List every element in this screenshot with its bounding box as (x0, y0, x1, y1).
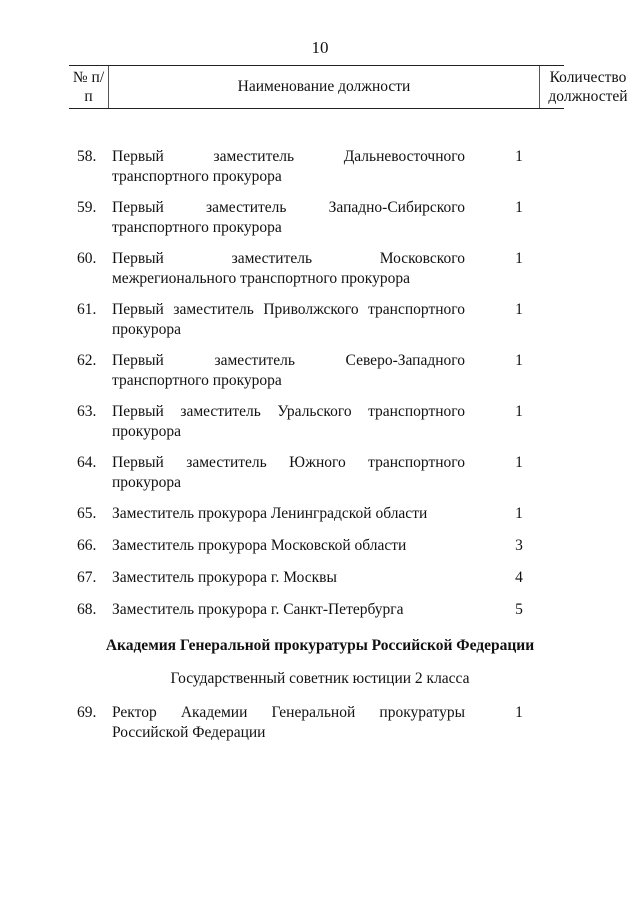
row-position-name: Заместитель прокурора г. Москвы (112, 569, 337, 586)
row-count: 1 (515, 505, 523, 522)
row-count: 1 (515, 454, 523, 471)
row-count: 1 (515, 199, 523, 216)
table-row (69, 703, 564, 754)
row-position-name: Заместитель прокурора г. Санкт-Петербурга (112, 601, 404, 618)
row-number: 64. (77, 454, 97, 471)
header-number: № п/п (72, 69, 105, 105)
positions-list (69, 147, 564, 632)
header-position-name: Наименование должности (108, 66, 540, 108)
row-position-name: Первый заместитель Приволжского транспортного прокурора (112, 301, 465, 338)
table-row (69, 504, 564, 536)
table-row (69, 147, 564, 198)
row-count: 4 (515, 569, 523, 586)
row-number: 59. (77, 199, 97, 216)
table-row (69, 453, 564, 504)
row-position-name: Первый заместитель Южного транспортного прокурора (112, 454, 465, 491)
row-count: 1 (515, 704, 523, 721)
row-number: 68. (77, 601, 97, 618)
row-number: 63. (77, 403, 97, 420)
row-position-name: Заместитель прокурора Московской области (112, 537, 407, 554)
positions-list-academy (69, 703, 564, 754)
row-position-name: Ректор Академии Генеральной прокуратуры Российской Федерации (112, 704, 465, 741)
row-number: 69. (77, 704, 97, 721)
table-row (69, 536, 564, 568)
row-position-name: Заместитель прокурора Ленинградской области (112, 505, 428, 522)
table-row (69, 249, 564, 300)
row-number: 62. (77, 352, 97, 369)
table-row (69, 402, 564, 453)
row-count: 1 (515, 352, 523, 369)
row-position-name: Первый заместитель Северо-Западного транспортного прокурора (112, 352, 465, 389)
row-number: 58. (77, 148, 97, 165)
section-subtitle: Государственный советник юстиции 2 класса (170, 670, 470, 687)
row-count: 1 (515, 250, 523, 267)
table-row (69, 198, 564, 249)
header-position-count: Количество должностей (548, 69, 628, 105)
row-count: 3 (515, 537, 523, 554)
row-number: 60. (77, 250, 97, 267)
row-count: 1 (515, 301, 523, 318)
row-position-name: Первый заместитель Уральского транспортного прокурора (112, 403, 465, 440)
row-number: 65. (77, 505, 97, 522)
row-position-name: Первый заместитель Западно-Сибирского транспортного прокурора (112, 199, 465, 236)
table-header (69, 65, 628, 109)
row-count: 5 (515, 601, 523, 618)
row-position-name: Первый заместитель Дальневосточного транспортного прокурора (112, 148, 465, 185)
table-row (69, 600, 564, 632)
row-position-name: Первый заместитель Московского межрегионального транспортного прокурора (112, 250, 465, 287)
table-row (69, 351, 564, 402)
table-row (69, 300, 564, 351)
row-count: 1 (515, 148, 523, 165)
row-number: 61. (77, 301, 97, 318)
row-number: 66. (77, 537, 97, 554)
row-count: 1 (515, 403, 523, 420)
table-row (69, 568, 564, 600)
page-number: 10 (311, 38, 329, 57)
row-number: 67. (77, 569, 97, 586)
section-title: Академия Генеральной прокуратуры Российской Федерации (105, 637, 535, 654)
